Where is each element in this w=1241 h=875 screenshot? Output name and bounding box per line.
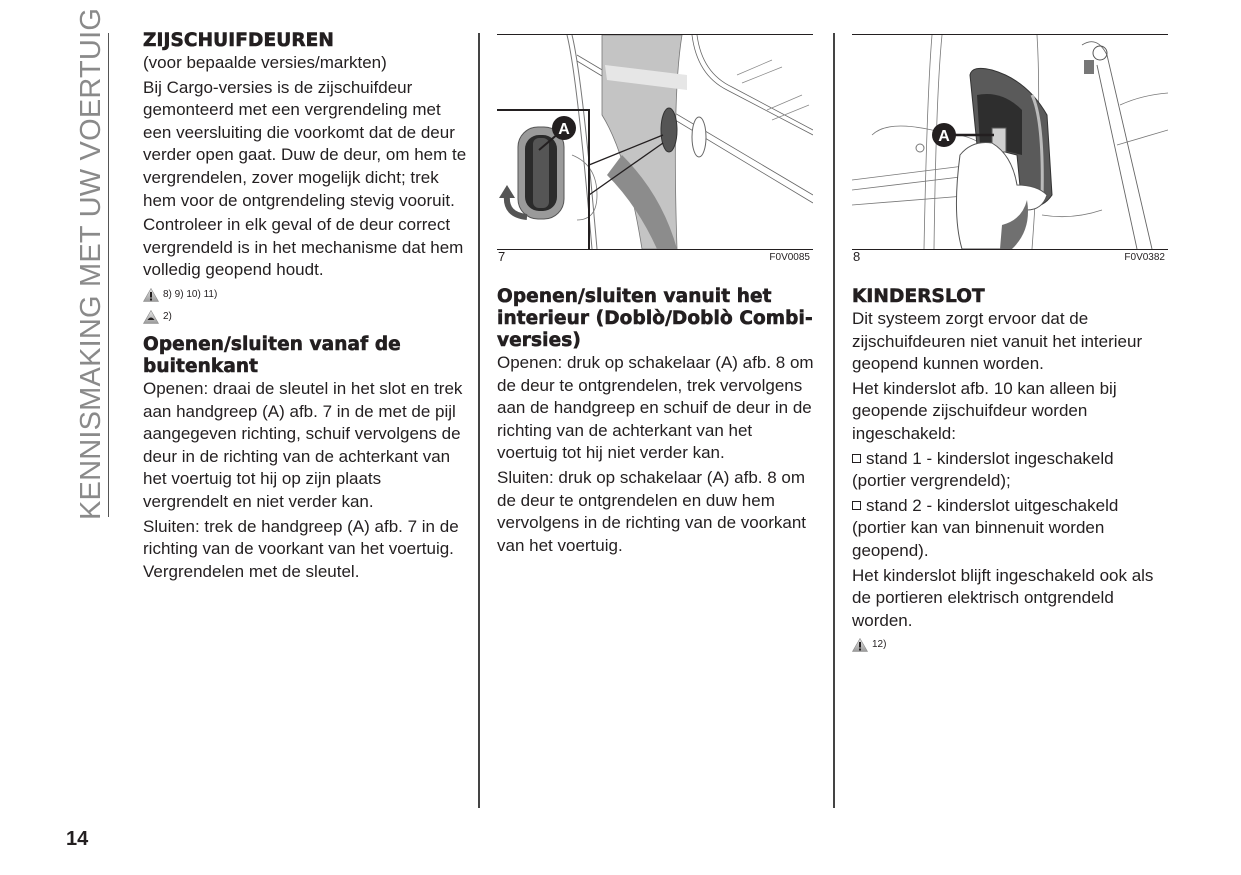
paragraph: Sluiten: druk op schakelaar (A) afb. 8 om de deur te ontgrendelen en duw hem vervolgens in de richting van de voorkant van het voertuig. xyxy=(497,467,807,555)
figure-7-illustration xyxy=(497,34,813,250)
caution-refs-text: 2) xyxy=(163,310,172,322)
sliding-door-handle-illustration xyxy=(497,35,813,249)
interior-handle-illustration xyxy=(852,35,1168,249)
section-heading-kinderslot: KINDERSLOT xyxy=(852,286,985,307)
subtitle: (voor bepaalde versies/markten) xyxy=(143,53,387,72)
section-heading-buitenkant: Openen/sluiten vanaf de buitenkant xyxy=(143,333,401,377)
bullet-item xyxy=(852,448,1172,493)
section-heading-zijschuifdeuren: ZIJSCHUIFDEUREN xyxy=(143,30,334,51)
warning-icon xyxy=(143,288,159,302)
warning-references xyxy=(143,284,468,306)
warning-refs-text: 12) xyxy=(872,639,887,651)
column-divider-2 xyxy=(833,33,835,808)
callout-a: A xyxy=(938,128,950,145)
caution-icon xyxy=(143,310,159,324)
bullet-text: stand 1 - kinderslot ingeschakeld (portier vergrendeld); xyxy=(852,448,1114,491)
figure-7 xyxy=(497,30,813,264)
callout-a: A xyxy=(558,121,570,138)
chapter-title: KENNISMAKING MET UW VOERTUIG xyxy=(75,7,107,520)
paragraph: Controleer in elk geval of de deur correct vergrendeld is in het mechanisme dat hem volledig geopend houdt. xyxy=(143,215,464,280)
column-1 xyxy=(143,30,468,585)
warning-icon xyxy=(852,638,868,652)
bullet-text: stand 2 - kinderslot uitgeschakeld (portier kan van binnenuit worden geopend). xyxy=(852,495,1119,560)
figure-code: F0V0085 xyxy=(769,252,810,263)
paragraph: Bij Cargo-versies is de zijschuifdeur gemonteerd met een vergrendeling met een veersluiting die voorkomt dat de deur verder open gaat. Duw de deur, om hem te vergrendelen, zover mogelijk dicht; trek hem voor de ontgrendeling stevig vooruit. xyxy=(143,77,467,210)
paragraph: Het kinderslot blijft ingeschakeld ook als de portieren elektrisch ontgrendeld worden. xyxy=(852,565,1154,630)
paragraph: Het kinderslot afb. 10 kan alleen bij geopende zijschuifdeur worden ingeschakeld: xyxy=(852,378,1117,443)
section-heading-interieur: Openen/sluiten vanuit het interieur (Doblò/Doblò Combi-versies) xyxy=(497,286,813,351)
figure-number: 8 xyxy=(853,249,861,264)
paragraph: Sluiten: trek de handgreep (A) afb. 7 in de richting van de voorkant van het voertuig. Vergrendelen met de sleutel. xyxy=(143,516,459,581)
figure-8-illustration xyxy=(852,34,1168,250)
warning-refs-text: 8) 9) 10) 11) xyxy=(163,288,218,300)
checkbox-bullet-icon xyxy=(852,501,861,510)
figure-8 xyxy=(852,30,1168,264)
paragraph: Openen: draai de sleutel in het slot en trek aan handgreep (A) afb. 7 in de met de pijl aangegeven richting, schuif vervolgens de deur in de richting van de achterkant van het voertuig tot hij op zijn plaats vergrendelt en niet verder kan. xyxy=(143,378,463,511)
column-2 xyxy=(497,30,817,559)
checkbox-bullet-icon xyxy=(852,454,861,463)
chapter-title-rule xyxy=(108,33,109,517)
column-3 xyxy=(852,30,1172,656)
caution-references xyxy=(143,306,468,328)
figure-number: 7 xyxy=(498,249,506,264)
bullet-item xyxy=(852,495,1172,563)
paragraph: Dit systeem zorgt ervoor dat de zijschuifdeuren niet vanuit het interieur geopend kunnen worden. xyxy=(852,309,1143,374)
figure-code: F0V0382 xyxy=(1124,252,1165,263)
page-number: 14 xyxy=(66,828,89,850)
paragraph: Openen: druk op schakelaar (A) afb. 8 om de deur te ontgrendelen, trek vervolgens aan de handgreep en schuif de deur in de richting van de achterkant van het voertuig tot hij niet verder kan. xyxy=(497,353,814,463)
warning-references xyxy=(852,634,1172,656)
column-divider-1 xyxy=(478,33,480,808)
